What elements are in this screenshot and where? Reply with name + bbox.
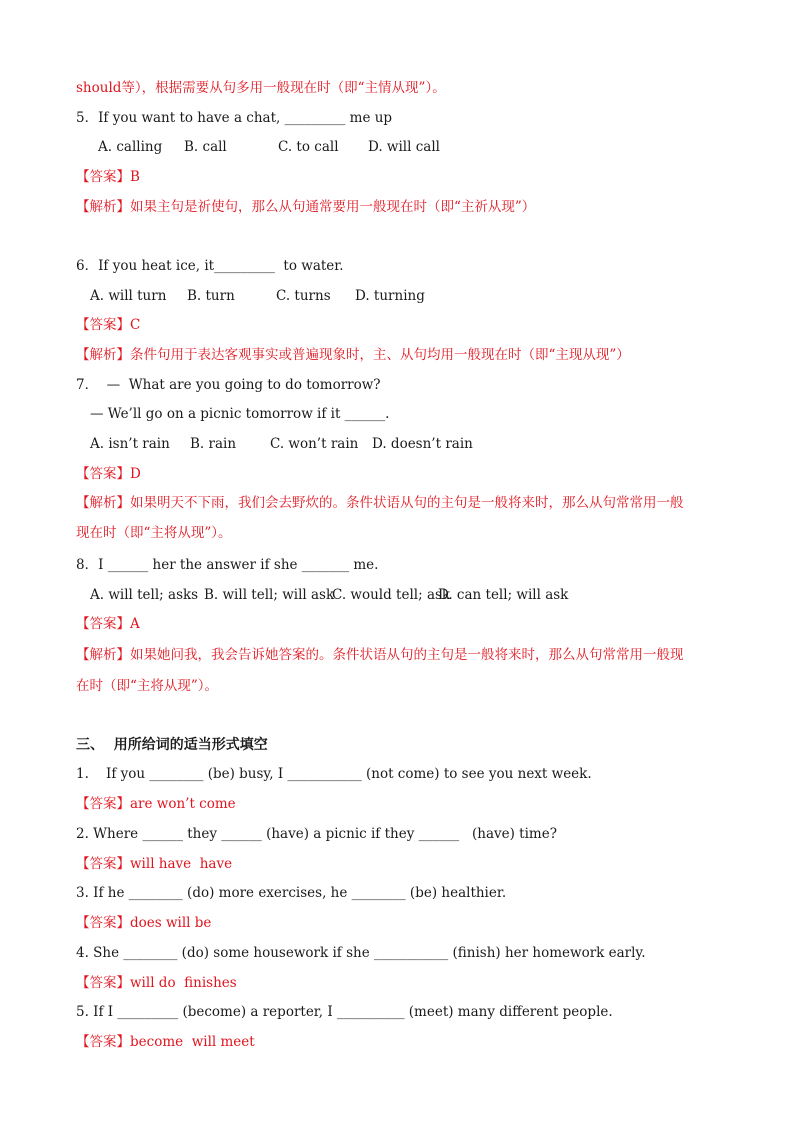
fill-question-4: 4. She ________ (do) some housework if she ___________ (finish) her homework early. (76, 945, 646, 961)
option-b: B. call (184, 139, 227, 155)
fill-answer-4: 【答案】will do finishes (76, 975, 237, 991)
fill-answer-5: 【答案】become will meet (76, 1034, 255, 1050)
question-7-dialog: — We’ll go on a picnic tomorrow if it ______. (90, 406, 390, 422)
question-7-stem: 7． — What are you going to do tomorrow? (76, 377, 381, 393)
intro-tail-text: should等），根据需要从句多用一般现在时（即“主情从现”）。 (76, 80, 446, 96)
option-d: D. will call (368, 139, 440, 155)
question-5-analysis: 【解析】如果主句是祈使句，那么从句通常要用一般现在时（即“主祈从现”） (76, 199, 536, 215)
fill-question-2: 2. Where ______ they ______ (have) a picnic if they ______ (have) time? (76, 826, 557, 842)
option-a: A. isn’t rain (90, 436, 170, 452)
question-8-answer: 【答案】A (76, 616, 140, 632)
option-b: B. turn (187, 288, 235, 304)
question-7-analysis-line-2: 现在时（即“主将从现”）。 (76, 525, 232, 541)
option-d: D. can tell; will ask (438, 587, 569, 603)
fill-question-5: 5. If I _________ (become) a reporter, I __________ (meet) many different people. (76, 1004, 613, 1020)
option-a: A. will tell; asks (90, 587, 199, 603)
option-c: C. turns (276, 288, 331, 304)
question-6-answer: 【答案】C (76, 317, 141, 333)
fill-answer-2: 【答案】will have have (76, 856, 233, 872)
question-6-analysis: 【解析】条件句用于表达客观事实或普遍现象时，主、从句均用一般现在时（即“主现从现”） (76, 347, 630, 363)
option-b: B. will tell; will ask (204, 587, 335, 603)
question-7-analysis-line-1: 【解析】如果明天不下雨，我们会去野炊的。条件状语从句的主句是一般将来时，那么从句常常用一般 (76, 495, 684, 511)
option-a: A. calling (98, 139, 163, 155)
option-d: D. doesn’t rain (372, 436, 473, 452)
question-5-answer: 【答案】B (76, 169, 140, 185)
option-d: D. turning (355, 288, 425, 304)
question-8-analysis-line-1: 【解析】如果她问我，我会告诉她答案的。条件状语从句的主句是一般将来时，那么从句常常用一般现 (76, 647, 684, 663)
option-c: C. won’t rain (270, 436, 359, 452)
question-8-analysis-line-2: 在时（即“主将从现”）。 (76, 678, 219, 694)
section-3-title: 三、 用所给词的适当形式填空 (76, 737, 268, 753)
question-6-stem: 6．If you heat ice, it_________ to water. (76, 258, 344, 274)
question-5-stem: 5．If you want to have a chat, _________ me up (76, 110, 393, 126)
option-a: A. will turn (90, 288, 167, 304)
option-c: C. to call (278, 139, 339, 155)
option-c: C. would tell; ask (332, 587, 451, 603)
fill-question-3: 3. If he ________ (do) more exercises, he ________ (be) healthier. (76, 885, 507, 901)
option-b: B. rain (190, 436, 237, 452)
question-8-stem: 8．I ______ her the answer if she _______ me. (76, 557, 379, 573)
fill-answer-1: 【答案】are won’t come (76, 796, 236, 812)
question-7-answer: 【答案】D (76, 466, 141, 482)
fill-question-1: 1. If you ________ (be) busy, I ___________ (not come) to see you next week. (76, 766, 592, 782)
fill-answer-3: 【答案】does will be (76, 915, 212, 931)
